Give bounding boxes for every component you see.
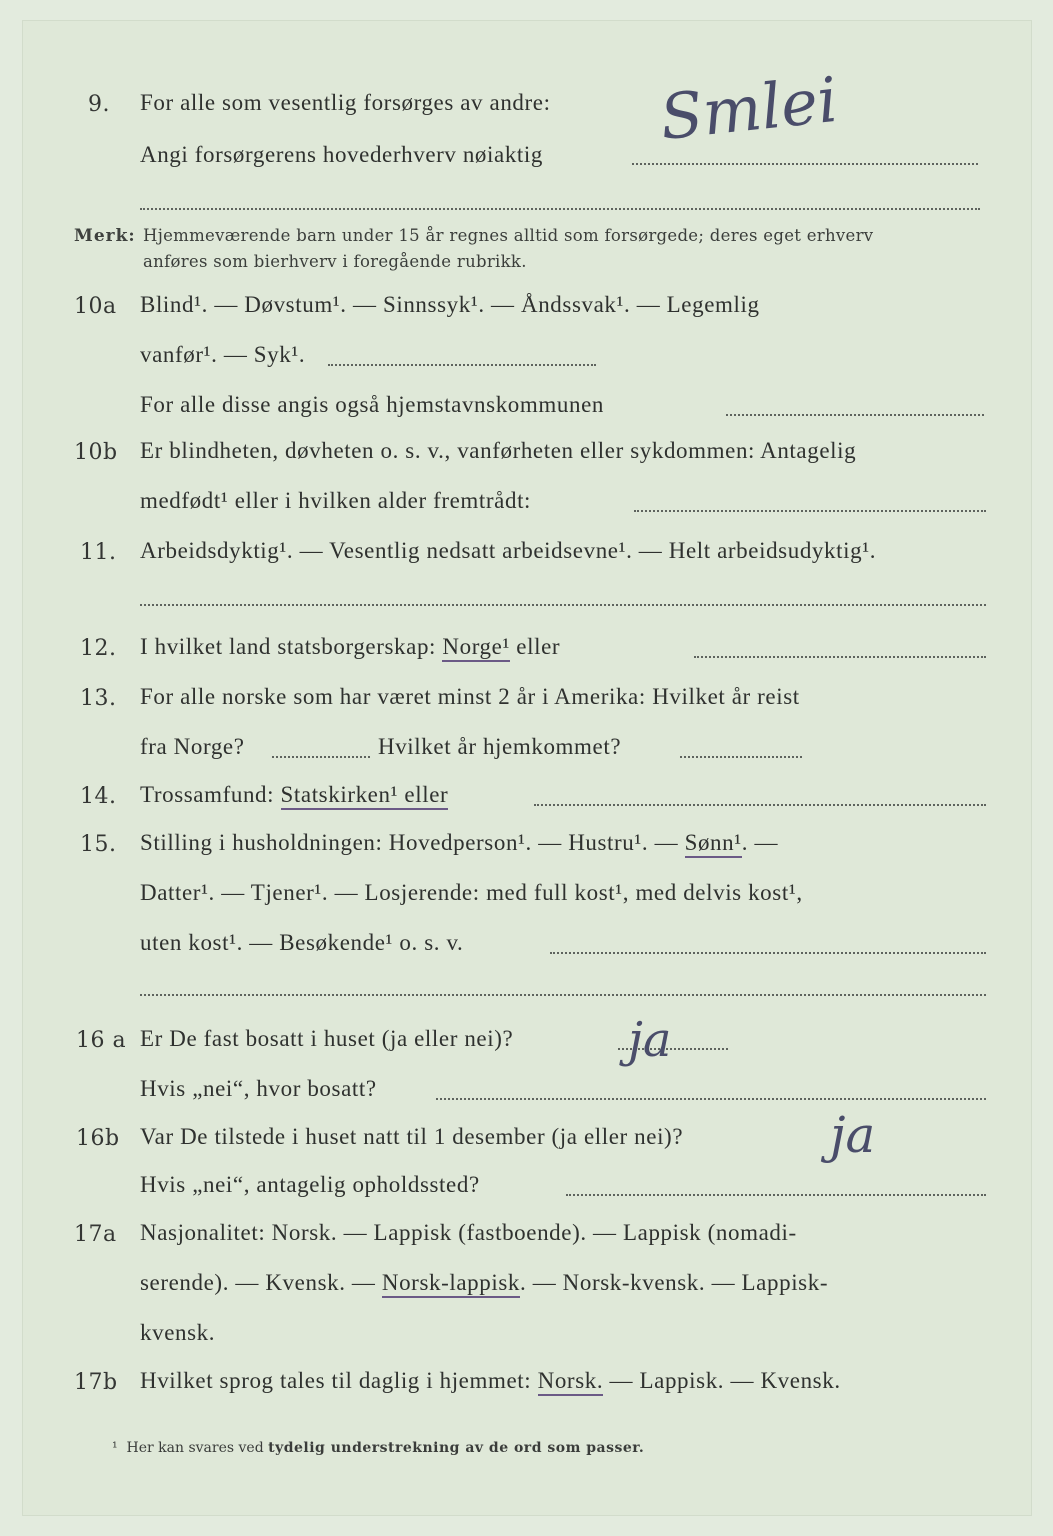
q11-answer-line xyxy=(140,604,986,606)
q16b-number: 16b xyxy=(76,1126,120,1151)
footnote-mark: ¹ xyxy=(112,1440,118,1456)
q16b-answer-line xyxy=(566,1194,986,1196)
q11-line1: Arbeidsdyktig¹. — Vesentlig nedsatt arbeidsevne¹. — Helt arbeidsudyktig¹. xyxy=(140,538,877,563)
q17b-underlined: Norsk. xyxy=(538,1368,604,1396)
q10a-number: 10a xyxy=(74,294,117,319)
q13-line1: For alle norske som har været minst 2 år i Amerika: Hvilket år reist xyxy=(140,684,800,709)
q10b-answer-line xyxy=(634,510,986,512)
q17b-line xyxy=(140,1368,841,1394)
q16b-line2: Hvis „nei“, antagelig opholdssted? xyxy=(140,1172,480,1197)
q13-number: 13. xyxy=(80,686,117,711)
q15-line1 xyxy=(140,830,778,856)
q14-number: 14. xyxy=(80,784,117,809)
q12-answer-line xyxy=(694,656,986,658)
q9-number: 9. xyxy=(88,92,110,117)
q16a-line1: Er De fast bosatt i huset (ja eller nei)? xyxy=(140,1026,514,1051)
q9-extra-line xyxy=(140,208,980,210)
footnote-bold-text: tydelig understrekning av de ord som passer. xyxy=(268,1440,645,1456)
footnote-text: Her kan svares ved xyxy=(126,1440,269,1456)
q14-underlined: Statskirken¹ eller xyxy=(281,782,449,810)
q17b-post: — Lappisk. — Kvensk. xyxy=(603,1368,841,1393)
q15-number: 15. xyxy=(80,832,117,857)
q10b-number: 10b xyxy=(74,440,118,465)
q15-line2: Datter¹. — Tjener¹. — Losjerende: med full kost¹, med delvis kost¹, xyxy=(140,880,803,905)
q14-text: Trossamfund: xyxy=(140,782,281,807)
merk-line1: Hjemmeværende barn under 15 år regnes alltid som forsørgede; deres eget erhverv xyxy=(143,226,874,245)
q15-underlined: Sønn¹ xyxy=(685,830,742,858)
q12-number: 12. xyxy=(80,636,117,661)
q16a-residence-line xyxy=(436,1098,986,1100)
q9-line1: For alle som vesentlig forsørges av andre: xyxy=(140,90,551,115)
merk-line2: anføres som bierhverv i foregående rubrikk. xyxy=(143,252,527,271)
q13-left-line xyxy=(272,756,370,758)
q17a-line1: Nasjonalitet: Norsk. — Lappisk (fastboende). — Lappisk (nomadi- xyxy=(140,1220,797,1245)
q15-line3: uten kost¹. — Besøkende¹ o. s. v. xyxy=(140,930,464,955)
q16b-handwritten-answer: ja xyxy=(830,1106,876,1164)
q10b-line2: medfødt¹ eller i hvilken alder fremtrådt: xyxy=(140,488,532,513)
q11-number: 11. xyxy=(80,540,117,565)
q15-answer-line xyxy=(550,952,986,954)
q16a-line2: Hvis „nei“, hvor bosatt? xyxy=(140,1076,377,1101)
q12-line xyxy=(140,634,560,660)
q17a-line2-text: serende). — Kvensk. — xyxy=(140,1270,382,1295)
q15-line1-post: . — xyxy=(741,830,779,855)
q17a-underlined: Norsk-lappisk xyxy=(382,1270,520,1298)
q12-post: eller xyxy=(509,634,561,659)
q17b-number: 17b xyxy=(74,1370,118,1395)
q17a-number: 17a xyxy=(74,1222,117,1247)
q15-line1-text: Stilling i husholdningen: Hovedperson¹. — Hustru¹. — xyxy=(140,830,685,855)
q10b-line1: Er blindheten, døvheten o. s. v., vanførheten eller sykdommen: Antagelig xyxy=(140,438,857,463)
q15-extra-line xyxy=(140,994,986,996)
q16a-number: 16 a xyxy=(76,1028,127,1053)
q9-handwritten-answer: Smlei xyxy=(656,62,841,155)
q12-underlined: Norge¹ xyxy=(442,634,510,662)
q13-right-line xyxy=(680,756,802,758)
q10a-line1: Blind¹. — Døvstum¹. — Sinnssyk¹. — Åndssvak¹. — Legemlig xyxy=(140,292,760,317)
q16a-handwritten-answer: ja xyxy=(628,1012,672,1068)
q16b-line1: Var De tilstede i huset natt til 1 desember (ja eller nei)? xyxy=(140,1124,684,1149)
q14-answer-line xyxy=(534,804,986,806)
q17a-line2-post: . — Norsk-kvensk. — Lappisk- xyxy=(520,1270,829,1295)
q17a-line3: kvensk. xyxy=(140,1320,216,1345)
q9-answer-line xyxy=(632,163,978,165)
q10a-home-line xyxy=(726,414,984,416)
q10a-line3: For alle disse angis også hjemstavnskommunen xyxy=(140,392,604,417)
q12-text: I hvilket land statsborgerskap: xyxy=(140,634,443,659)
q13-line2b: Hvilket år hjemkommet? xyxy=(378,734,622,759)
footnote xyxy=(112,1440,644,1456)
q14-line xyxy=(140,782,448,808)
q13-line2a: fra Norge? xyxy=(140,734,245,759)
q10a-sick-line xyxy=(328,364,596,366)
q9-line2: Angi forsørgerens hovederhverv nøiaktig xyxy=(140,142,544,167)
q17b-text: Hvilket sprog tales til daglig i hjemmet: xyxy=(140,1368,538,1393)
q17a-line2 xyxy=(140,1270,828,1296)
merk-label: Merk: xyxy=(74,226,136,246)
q10a-line2: vanfør¹. — Syk¹. xyxy=(140,342,306,367)
